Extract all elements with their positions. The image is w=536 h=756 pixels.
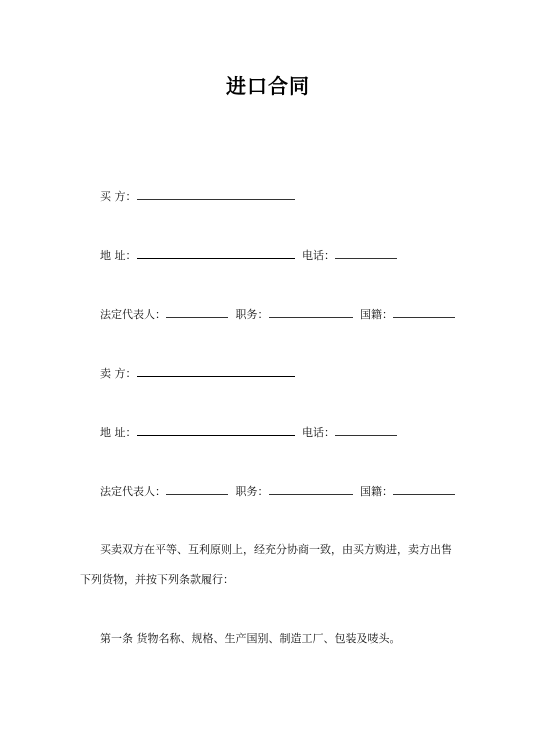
seller-position-label: 职务： [235, 485, 269, 498]
buyer-rep-label: 法定代表人： [100, 308, 166, 321]
document-title: 进口合同 [226, 74, 310, 98]
buyer-party-blank[interactable] [137, 189, 295, 200]
seller-party-label: 卖 方： [100, 367, 137, 380]
seller-address-line [100, 425, 397, 440]
seller-party-line [100, 366, 295, 381]
buyer-position-blank[interactable] [269, 307, 353, 318]
seller-position-blank[interactable] [269, 484, 353, 495]
seller-address-label: 地 址： [100, 426, 137, 439]
buyer-party-line [100, 189, 295, 204]
seller-nationality-blank[interactable] [393, 484, 455, 495]
buyer-nationality-blank[interactable] [393, 307, 455, 318]
buyer-phone-label: 电话： [302, 249, 335, 262]
buyer-phone-blank[interactable] [335, 248, 397, 259]
seller-phone-blank[interactable] [335, 425, 397, 436]
seller-rep-blank[interactable] [166, 484, 228, 495]
seller-rep-line [100, 484, 455, 499]
buyer-party-label: 买 方： [100, 190, 137, 203]
buyer-position-label: 职务： [235, 308, 269, 321]
buyer-address-line [100, 248, 397, 263]
seller-party-blank[interactable] [137, 366, 295, 377]
buyer-nationality-label: 国籍： [360, 308, 393, 321]
seller-nationality-label: 国籍： [360, 485, 393, 498]
intro-paragraph: 买卖双方在平等、互利原则上，经充分协商一致，由买方购进，卖方出售下列货物，并按下列条款履行： [80, 543, 452, 586]
buyer-address-blank[interactable] [137, 248, 295, 259]
buyer-rep-blank[interactable] [166, 307, 228, 318]
seller-address-blank[interactable] [137, 425, 295, 436]
buyer-rep-line [100, 307, 455, 322]
buyer-address-label: 地 址： [100, 249, 137, 262]
clause-1-heading: 第一条 货物名称、规格、生产国别、制造工厂、包装及唛头。 [100, 632, 401, 645]
seller-phone-label: 电话： [302, 426, 335, 439]
seller-rep-label: 法定代表人： [100, 485, 166, 498]
